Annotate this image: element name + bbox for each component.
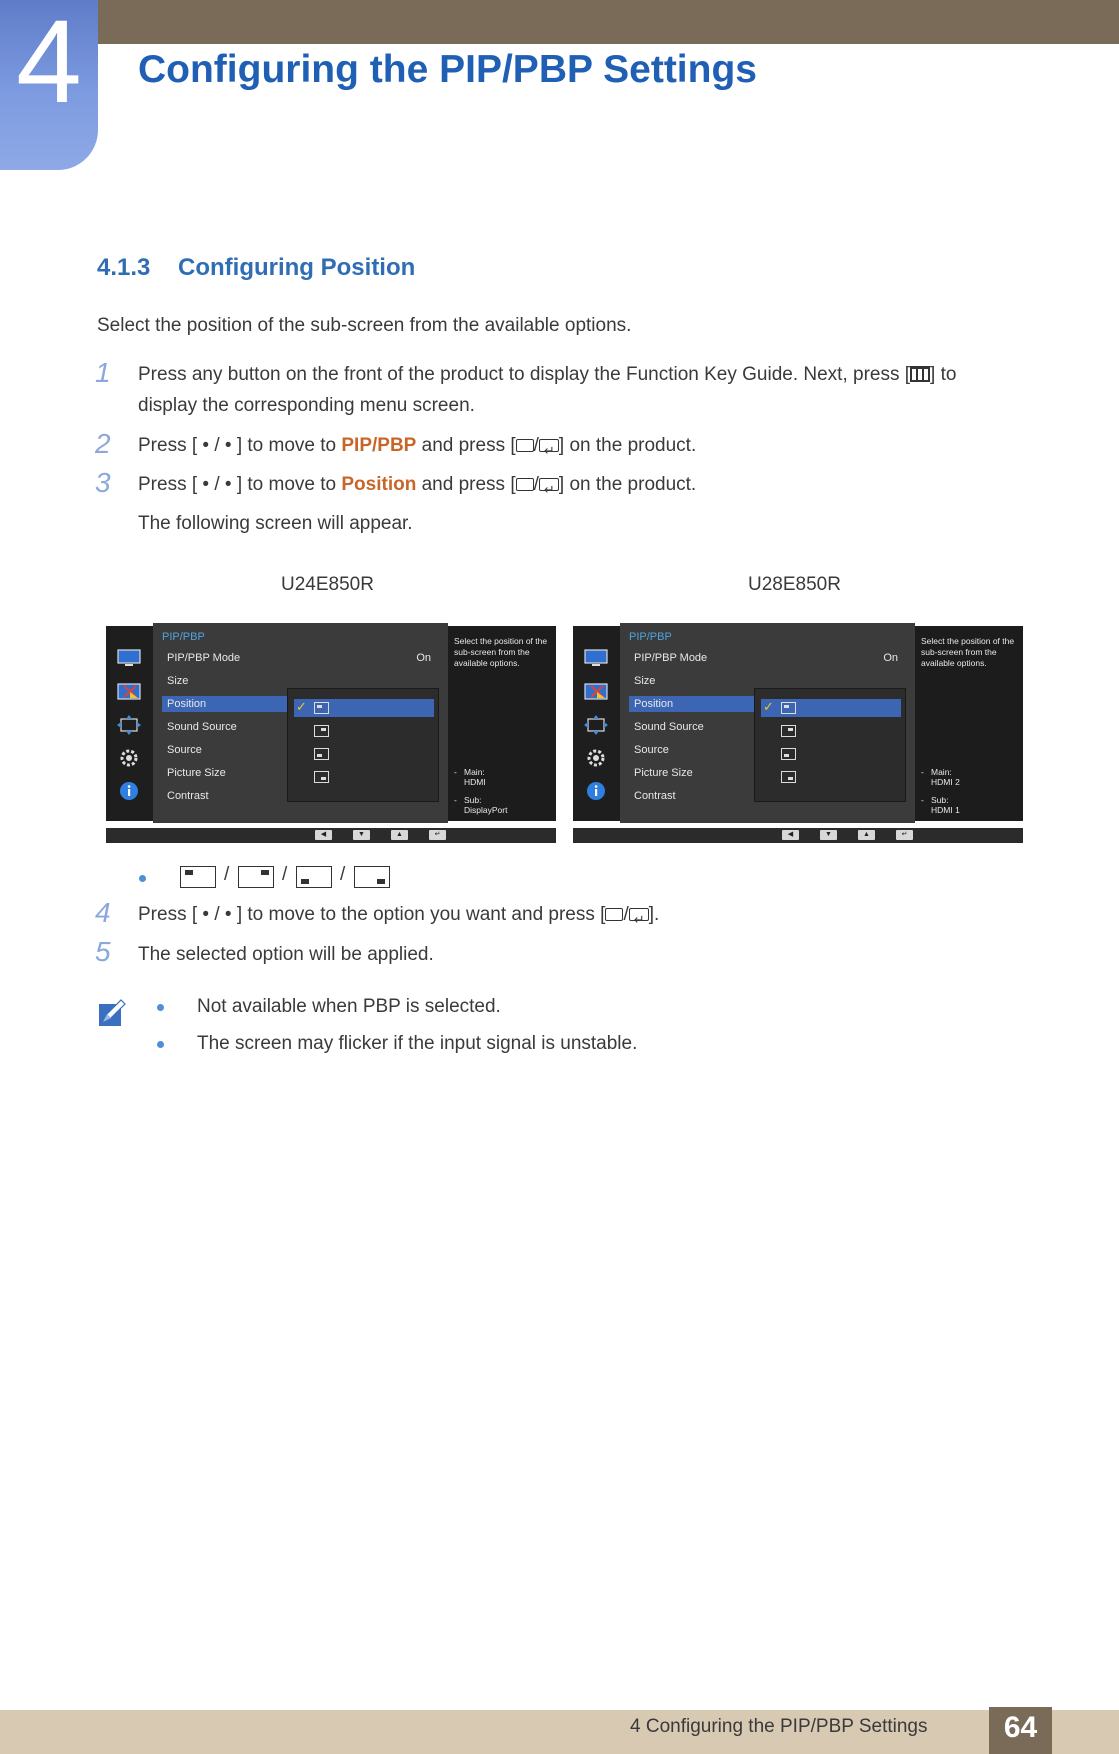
osd-help-text: Select the position of the sub-screen from the available options. <box>921 636 1015 668</box>
size-position-icon <box>116 715 142 735</box>
model-label: U24E850R <box>281 574 374 595</box>
osd-title: PIP/PBP <box>629 631 672 643</box>
step-1-line1: Press any button on the front of the product to display the Function Key Guide. Next, press [ ] to <box>138 364 957 385</box>
position-top-right-icon <box>238 866 274 888</box>
section-number: 4.1.3 <box>97 254 151 281</box>
down-button-icon[interactable]: ▼ <box>820 830 837 840</box>
up-down-key-icon: • / • <box>202 904 232 926</box>
note-item: The screen may flicker if the input signal is unstable. <box>197 1033 638 1054</box>
position-option-bottom-right[interactable] <box>294 768 434 786</box>
osd-menu-item[interactable]: Source <box>634 744 669 756</box>
osd-button-bar <box>106 828 556 843</box>
check-icon: ✓ <box>763 699 774 714</box>
osd-title: PIP/PBP <box>162 631 205 643</box>
page-number: 64 <box>1003 1711 1038 1744</box>
info-icon <box>116 781 142 801</box>
osd-menu-item-selected[interactable]: Position <box>162 696 287 712</box>
note-icon <box>97 998 127 1028</box>
position-option-top-left[interactable] <box>761 699 901 717</box>
footer-bar <box>0 1710 1119 1754</box>
footer-text: 4 Configuring the PIP/PBP Settings <box>630 1716 928 1737</box>
gear-icon <box>116 748 142 768</box>
enter-key-icon <box>539 478 559 491</box>
section-heading <box>97 254 415 282</box>
position-bottom-right-icon <box>314 771 329 783</box>
osd-mode-value: On <box>416 652 431 664</box>
intro-text: Select the position of the sub-screen from the available options. <box>97 315 632 336</box>
position-submenu <box>754 688 906 802</box>
position-option-bottom-left[interactable] <box>294 745 434 763</box>
gear-icon <box>583 748 609 768</box>
step-1-line2: display the corresponding menu screen. <box>138 395 475 416</box>
position-top-right-icon <box>781 725 796 737</box>
osd-sub-source: - Sub: HDMI 1 <box>921 795 960 815</box>
step-5-text: The selected option will be applied. <box>138 944 434 965</box>
following-screen-text: The following screen will appear. <box>138 513 413 534</box>
osd-menu-item[interactable]: PIP/PBP Mode <box>167 652 241 664</box>
up-down-key-icon: • / • <box>202 435 232 457</box>
osd-sidebar <box>573 626 620 821</box>
position-bottom-right-icon <box>354 866 390 888</box>
up-button-icon[interactable]: ▲ <box>391 830 408 840</box>
up-button-icon[interactable]: ▲ <box>858 830 875 840</box>
osd-menu-item[interactable]: Contrast <box>634 790 676 802</box>
position-bottom-left-icon <box>781 748 796 760</box>
osd-menu-item[interactable]: Source <box>167 744 202 756</box>
osd-screen <box>573 623 1023 843</box>
position-option-top-left[interactable] <box>294 699 434 717</box>
position-bottom-left-icon <box>296 866 332 888</box>
chapter-tab <box>0 0 98 170</box>
step-number: 3 <box>95 467 111 498</box>
osd-menu <box>620 623 915 823</box>
step-4-text: Press [ • / • ] to move to the option you want and press [ /↵ ]. <box>138 899 659 930</box>
header-bar <box>0 0 1119 44</box>
enter-key-icon <box>629 908 649 921</box>
osd-mode-value: On <box>883 652 898 664</box>
osd-menu-item[interactable]: Picture Size <box>634 767 693 779</box>
osd-menu-item[interactable]: Size <box>167 675 189 687</box>
osd-sidebar <box>106 626 153 821</box>
position-option-bottom-left[interactable] <box>761 745 901 763</box>
position-bottom-left-icon <box>314 748 329 760</box>
osd-menu <box>153 623 448 823</box>
position-option-bottom-right[interactable] <box>761 768 901 786</box>
up-down-key-icon: • / • <box>202 474 232 496</box>
separator: / <box>282 864 288 885</box>
osd-help-panel <box>915 626 1023 821</box>
osd-help-panel <box>448 626 556 821</box>
step-number: 2 <box>95 428 111 459</box>
size-position-icon <box>583 715 609 735</box>
source-key-icon <box>516 439 534 452</box>
osd-screen <box>106 623 556 843</box>
left-button-icon[interactable]: ◀ <box>782 830 799 840</box>
source-key-icon <box>516 478 534 491</box>
separator: / <box>224 864 230 885</box>
position-option-top-right[interactable] <box>294 722 434 740</box>
enter-key-icon <box>539 439 559 452</box>
position-option-top-right[interactable] <box>761 722 901 740</box>
chapter-title: Configuring the PIP/PBP Settings <box>138 48 757 91</box>
left-button-icon[interactable]: ◀ <box>315 830 332 840</box>
osd-menu-item[interactable]: Sound Source <box>634 721 704 733</box>
note-item: Not available when PBP is selected. <box>197 996 501 1017</box>
position-submenu <box>287 688 439 802</box>
enter-button-icon[interactable]: ↵ <box>429 830 446 840</box>
osd-help-text: Select the position of the sub-screen from the available options. <box>454 636 548 668</box>
osd-button-bar <box>573 828 1023 843</box>
osd-menu-item[interactable]: Picture Size <box>167 767 226 779</box>
bullet-icon <box>157 1041 164 1048</box>
chapter-number: 4 <box>16 0 82 128</box>
enter-button-icon[interactable]: ↵ <box>896 830 913 840</box>
osd-main-source: - Main: HDMI <box>454 767 486 787</box>
step-3-text: Press [ • / • ] to move to Position and press [ /↵ ] on the product. <box>138 469 696 500</box>
osd-menu-item[interactable]: Sound Source <box>167 721 237 733</box>
osd-main-source: - Main: HDMI 2 <box>921 767 960 787</box>
bullet-icon <box>139 875 146 882</box>
check-icon: ✓ <box>296 699 307 714</box>
model-label: U28E850R <box>748 574 841 595</box>
osd-menu-item-selected[interactable]: Position <box>629 696 754 712</box>
position-top-right-icon <box>314 725 329 737</box>
step-number: 4 <box>95 897 111 928</box>
position-top-left-icon <box>180 866 216 888</box>
position-top-left-icon <box>314 702 329 714</box>
source-key-icon <box>605 908 623 921</box>
color-icon <box>116 682 142 702</box>
menu-key-icon <box>910 366 930 382</box>
osd-menu-item[interactable]: Contrast <box>167 790 209 802</box>
separator: / <box>340 864 346 885</box>
step-number: 5 <box>95 936 111 967</box>
picture-icon <box>116 648 142 668</box>
step-2-text: Press [ • / • ] to move to PIP/PBP and press [ /↵ ] on the product. <box>138 430 696 461</box>
step-number: 1 <box>95 357 111 388</box>
position-top-left-icon <box>781 702 796 714</box>
down-button-icon[interactable]: ▼ <box>353 830 370 840</box>
position-bottom-right-icon <box>781 771 796 783</box>
osd-menu-item[interactable]: PIP/PBP Mode <box>634 652 708 664</box>
info-icon <box>583 781 609 801</box>
picture-icon <box>583 648 609 668</box>
color-icon <box>583 682 609 702</box>
section-title: Configuring Position <box>178 254 416 281</box>
bullet-icon <box>157 1004 164 1011</box>
osd-sub-source: - Sub: DisplayPort <box>454 795 508 815</box>
osd-menu-item[interactable]: Size <box>634 675 656 687</box>
